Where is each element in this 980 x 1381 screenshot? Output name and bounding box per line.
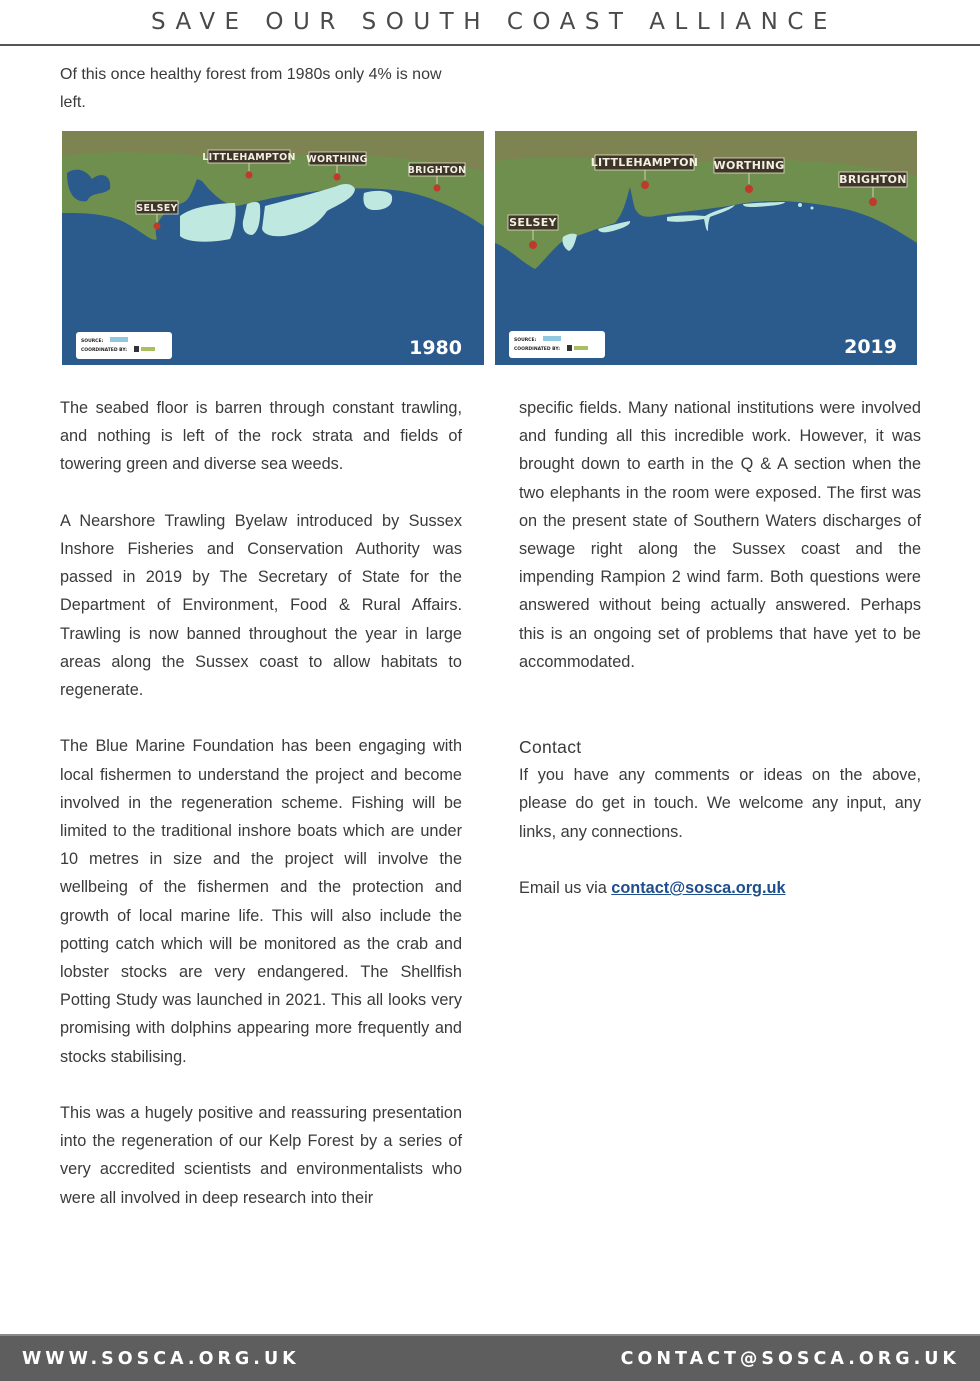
coordinator-logo bbox=[134, 346, 139, 352]
footer-email: CONTACT@SOSCA.ORG.UK bbox=[620, 1348, 960, 1369]
credit-box bbox=[76, 332, 172, 359]
source-logo bbox=[110, 337, 128, 342]
intro-text: Of this once healthy forest from 1980s only 4% is now left. bbox=[60, 66, 442, 111]
contact-section bbox=[519, 733, 921, 902]
paragraph-seabed: The seabed floor is barren through constant trawling, and nothing is left of the rock strata and fields of towering green and diverse sea weeds. bbox=[60, 399, 462, 474]
svg-text:COORDINATED BY:: COORDINATED BY: bbox=[514, 347, 561, 352]
left-column bbox=[60, 394, 462, 1212]
location-marker bbox=[529, 241, 537, 249]
svg-text:BRIGHTON: BRIGHTON bbox=[407, 165, 467, 176]
svg-text:SOURCE:: SOURCE: bbox=[81, 339, 104, 344]
svg-text:BRIGHTON: BRIGHTON bbox=[839, 173, 907, 186]
map-year: 2019 bbox=[844, 336, 897, 358]
location-marker bbox=[334, 174, 341, 181]
contact-heading: Contact bbox=[519, 737, 582, 757]
email-line bbox=[519, 874, 921, 902]
page-title: SAVE OUR SOUTH COAST ALLIANCE bbox=[151, 9, 837, 35]
footer-website: WWW.SOSCA.ORG.UK bbox=[22, 1348, 300, 1369]
paragraph-byelaw: A Nearshore Trawling Byelaw introduced by Sussex Inshore Fisheries and Conservation Authority was passed in 2019 by The Secretary of State for the Department of Environment, Food & Rural Affairs. Trawling is now banned throughout the year in large areas along the Sussex coast to allow habitats to regenerate. bbox=[60, 511, 462, 700]
paragraph-blue-marine: The Blue Marine Foundation has been engaging with local fishermen to understand the project and become involved in the regeneration scheme. Fishing will be limited to the traditional inshore boats which are under 10 metres in size and the project will involve the wellbeing of the fishermen and the protection and growth of local marine life. This will also include the potting catch which will be monitored as the crab and lobster stocks are very endangered. The Shellfish Potting Study was launched in 2021. This all looks very promising with dolphins appearing more frequently and stocks stabilising. bbox=[60, 737, 462, 1066]
page-footer bbox=[0, 1334, 980, 1381]
location-marker bbox=[434, 185, 441, 192]
map-year: 1980 bbox=[409, 337, 462, 359]
svg-text:SOURCE:: SOURCE: bbox=[514, 338, 537, 343]
source-logo bbox=[543, 336, 561, 341]
svg-text:WORTHING: WORTHING bbox=[306, 154, 368, 165]
kelp-map-1980 bbox=[62, 131, 484, 365]
contact-body: If you have any comments or ideas on the above, please do get in touch. We welcome any input, any links, any connections. bbox=[519, 766, 921, 841]
location-marker bbox=[869, 198, 877, 206]
kelp-bed bbox=[798, 203, 802, 207]
credit-box bbox=[509, 331, 605, 358]
email-prefix: Email us via bbox=[519, 879, 612, 897]
page-header bbox=[0, 0, 980, 46]
svg-text:COORDINATED BY:: COORDINATED BY: bbox=[81, 348, 128, 353]
svg-text:SELSEY: SELSEY bbox=[509, 216, 557, 229]
location-marker bbox=[154, 223, 161, 230]
coordinator-logo bbox=[567, 345, 572, 351]
map-2019-graphic bbox=[495, 131, 917, 365]
location-marker bbox=[641, 181, 649, 189]
paragraph-presentation: This was a hugely positive and reassuring presentation into the regeneration of our Kelp Forest by a series of very accredited scientists and environmentalists who were all involved in deep research into their bbox=[60, 1104, 462, 1207]
right-column bbox=[519, 394, 921, 676]
kelp-map-2019 bbox=[495, 131, 917, 365]
svg-text:LITTLEHAMPTON: LITTLEHAMPTON bbox=[590, 156, 699, 169]
paragraph-qa: specific fields. Many national institutions were involved and funding all this incredible work. However, it was brought down to earth in the Q & A section when the two elephants in the room were exposed. The first was on the present state of Southern Waters discharges of sewage right along the Sussex coast and the impending Rampion 2 wind farm. Both questions were answered without being actually answered. Perhaps this is an ongoing set of problems that have yet to be accommodated. bbox=[519, 399, 921, 671]
svg-text:WORTHING: WORTHING bbox=[713, 159, 785, 172]
location-marker bbox=[745, 185, 753, 193]
kelp-bed bbox=[811, 207, 814, 210]
svg-text:SELSEY: SELSEY bbox=[136, 203, 178, 214]
map-1980-graphic bbox=[62, 131, 484, 365]
svg-text:LITTLEHAMPTON: LITTLEHAMPTON bbox=[202, 152, 296, 163]
email-link[interactable]: contact@sosca.org.uk bbox=[611, 879, 786, 897]
location-marker bbox=[246, 172, 253, 179]
